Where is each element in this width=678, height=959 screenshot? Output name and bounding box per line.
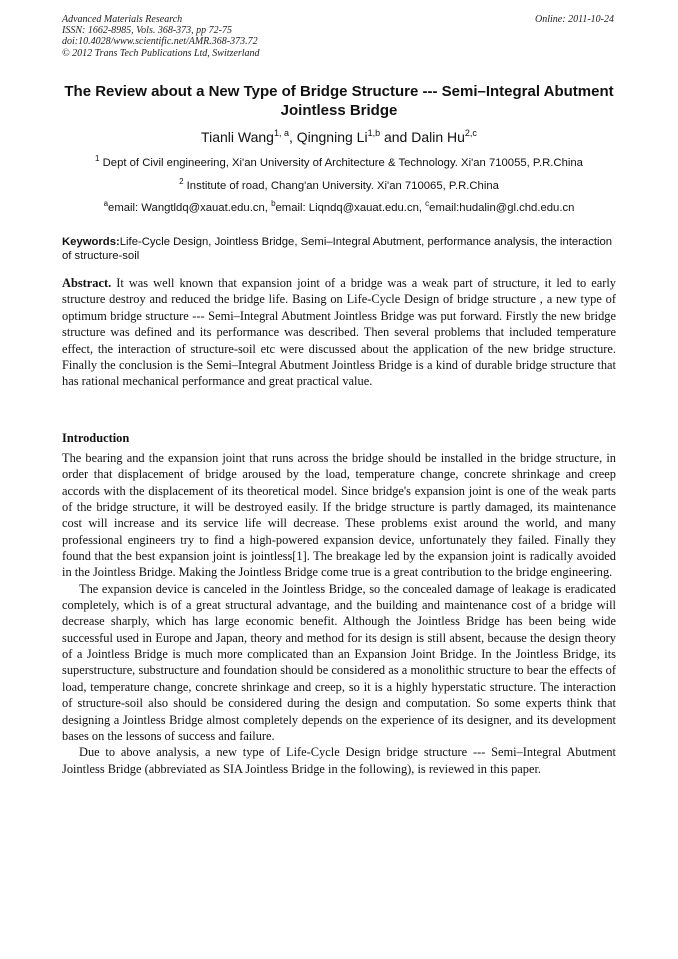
author-superscript: 2,c xyxy=(464,128,477,138)
body-paragraph: The bearing and the expansion joint that runs across the bridge should be installed in the bridge structure, in order that displacement of bridge aroused by the load, temperature change, concrete shrinkage and creep accords with the displacement of its theoretical model. Since bridge's expansion joint is one of the weak parts of the bridge structure, it will be destroyed easily. If the bridge structure is partly damaged, its maintenance cost will increase and its service life will decrease. These problems exist around the world, and many professional engineers try to find a high-powered expansion device, unfortunately they failed. Finally they found that the best expansion joint is jointless[1]. The breakage led by the expansion joint is radically avoided in the Jointless Bridge. Making the Jointless Bridge come true is a great contribution to the bridge engineering. xyxy=(62,451,616,580)
email-superscript: a xyxy=(103,199,109,208)
keywords-label: Keywords: xyxy=(62,236,120,248)
body-paragraph: The expansion device is canceled in the Jointless Bridge, so the concealed damage of leakage is eradicated completely, which is of a great structural advantage, and the building and maintenance cost of a bridge will decrease sharply, which has large economic benefit. Although the Jointless Bridge has been being wide successful used in Europe and Japan, theory and method for its design is still absent, because the design theory of a Jointless Bridge is much more complicated than an Expansion Joint Bridge. In the Jointless Bridge, its superstructure, substructure and foundation should be considered as a monolithic structure to bear the effects of load, temperature change, concrete shrinkage and creep, so it is a highly hyperstatic structure. The interaction of structure-soil also should be considered during the design and computation. So some experts think that designing a Jointless Bridge almost completely depends on the experience of its designer, and its development bases on the lessons of success and failure. xyxy=(62,581,616,743)
introduction-heading: Introduction xyxy=(62,431,130,445)
paper-title: The Review about a New Type of Bridge Structure --- Semi–Integral Abutment Jointless Bridge xyxy=(64,83,614,119)
author-name: Dalin Hu xyxy=(411,129,465,145)
email-line xyxy=(62,201,616,215)
journal-header xyxy=(62,14,260,59)
abstract-block xyxy=(62,275,616,390)
doi-line[interactable]: doi:10.4028/www.scientific.net/AMR.368-373.72 xyxy=(62,36,258,48)
affiliation-text: Institute of road, Chang'an University. Xi'an 710065, P.R.China xyxy=(186,180,499,192)
keywords-text: Life-Cycle Design, Jointless Bridge, Semi–Integral Abutment, performance analysis, the interaction of structure-soil xyxy=(62,236,613,262)
email-address[interactable]: email:hudalin@gl.chd.edu.cn xyxy=(429,202,575,214)
issn-line: ISSN: 1662-8985, Vols. 368-373, pp 72-75 xyxy=(62,25,232,37)
copyright-line: © 2012 Trans Tech Publications Ltd, Switzerland xyxy=(62,47,260,59)
keywords-block xyxy=(62,235,616,263)
author-separator: and xyxy=(380,129,412,145)
affiliation-2 xyxy=(62,179,616,193)
affiliation-superscript: 1 xyxy=(95,154,100,163)
author-superscript: 1, a xyxy=(273,128,289,138)
introduction-body xyxy=(62,450,616,777)
author-superscript: 1,b xyxy=(367,128,381,138)
affiliation-1 xyxy=(62,156,616,170)
email-address[interactable]: email: Liqndq@xauat.edu.cn, xyxy=(275,202,426,214)
abstract-label: Abstract. xyxy=(62,276,112,290)
email-superscript: b xyxy=(271,199,276,208)
abstract-text: It was well known that expansion joint of a bridge was a weak part of structure, it led to early structure destroy and reduced the bridge life. Basing on Life-Cycle Design of bridge structure , a new type of optimum bridge structure --- Semi–Integral Abutment Jointless Bridge was put forward. Firstly the new bridge structure was defined and its performance was described. Then several problems that included temperature effect, the interaction of structure-soil etc were discussed about the application of the new bridge structure. Finally the conclusion is the Semi–Integral Abutment Jointless Bridge is a kind of durable bridge structure that has rational mechanical performance and great practical value. xyxy=(62,276,616,389)
author-list xyxy=(62,128,616,146)
journal-name: Advanced Materials Research xyxy=(62,14,183,25)
author-separator: , xyxy=(288,129,297,145)
author-name: Qingning Li xyxy=(296,129,368,145)
author-name: Tianli Wang xyxy=(201,129,274,145)
affiliation-text: Dept of Civil engineering, Xi'an University of Architecture & Technology. Xi'an 710055, P.R.China xyxy=(102,157,583,169)
body-paragraph: Due to above analysis, a new type of Life-Cycle Design bridge structure --- Semi–Integral Abutment Jointless Bridge (abbreviated as SIA Jointless Bridge in the following), is reviewed in this paper. xyxy=(62,745,616,776)
online-date: Online: 2011-10-24 xyxy=(535,14,614,25)
email-superscript: c xyxy=(425,199,430,208)
affiliation-superscript: 2 xyxy=(179,177,184,186)
email-address[interactable]: email: Wangtldq@xauat.edu.cn, xyxy=(108,202,272,214)
